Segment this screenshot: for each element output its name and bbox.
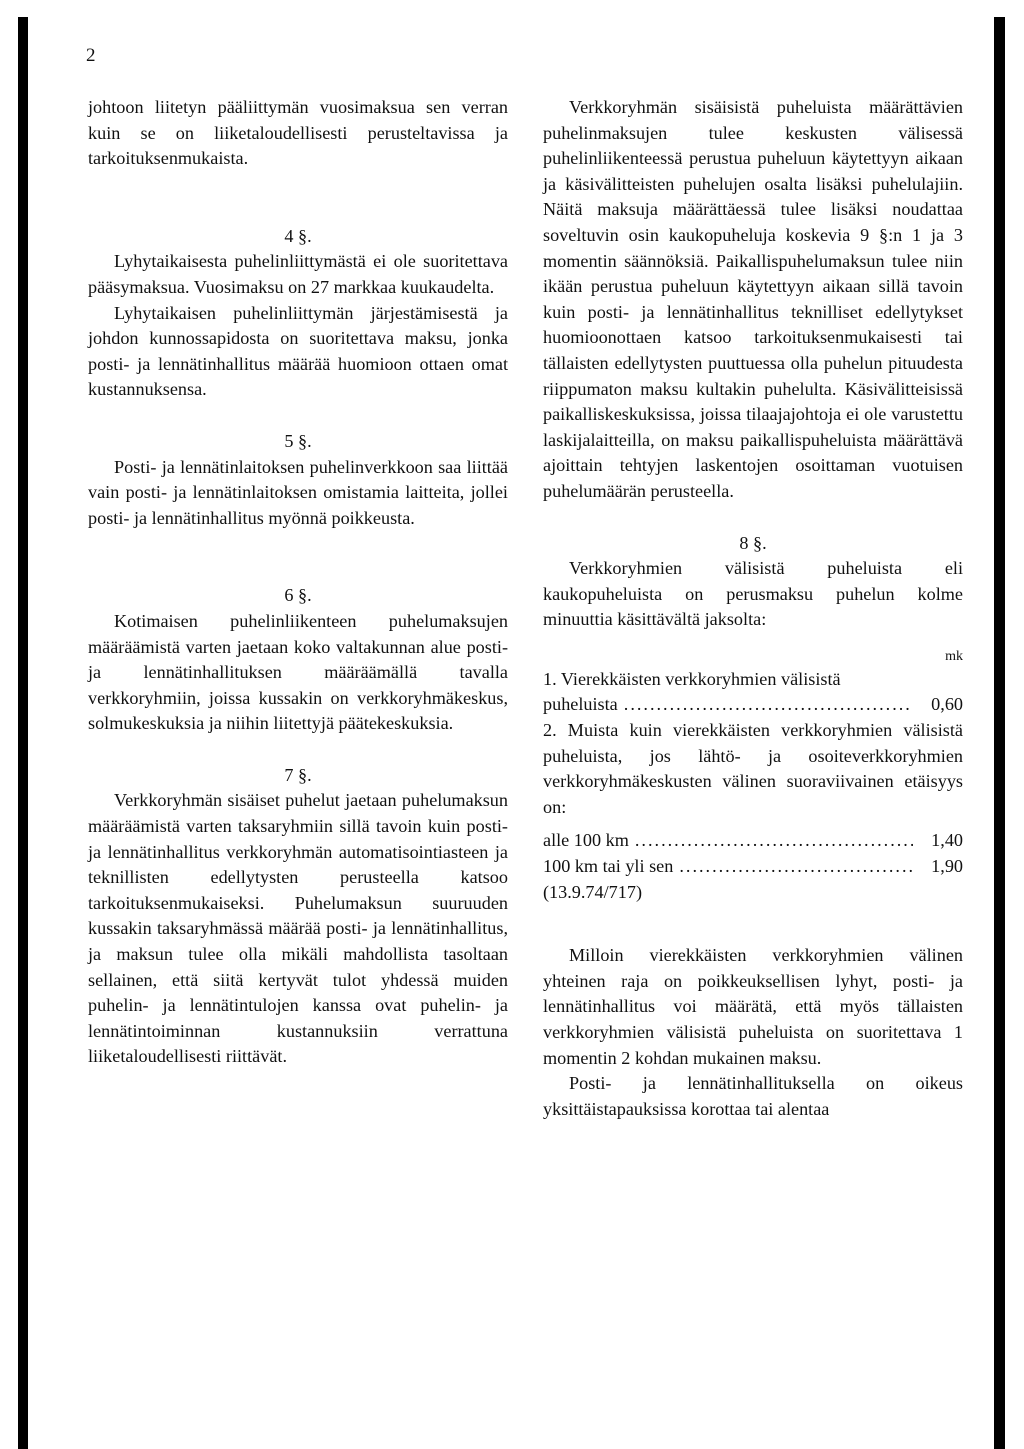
- rate-label: puheluista: [543, 694, 618, 715]
- section-4-paragraph-2: Lyhytaikaisen puhelinliittymän järjestämisestä ja johdon kunnossapidosta on suoritettava maksu, jonka posti- ja lennätinhallitus määrää huomioon ottaen omat kustannuksensa.: [88, 302, 508, 400]
- section-7-heading: 7 §.: [284, 764, 312, 785]
- rate-item-1-text: 1. Vierekkäisten verkkoryhmien välisistä: [543, 668, 841, 689]
- section-8-heading: 8 §.: [739, 532, 767, 553]
- page-number: 2: [86, 45, 96, 66]
- scan-edge-right: [994, 17, 1005, 1449]
- rate-value: 1,90: [931, 856, 963, 877]
- rate-row-100km-or-more: [543, 854, 963, 880]
- rate-row-under-100km: [543, 828, 963, 854]
- rate-value: 1,40: [931, 830, 963, 851]
- dot-leader: [679, 854, 913, 880]
- rate-item-2-text: 2. Muista kuin vierekkäisten verkkoryhmien välisistä puheluista, jos lähtö- ja osoiteverkkoryhmien verkkoryhmäkeskusten välinen suoraviivainen etäisyys on:: [543, 720, 963, 817]
- right-column: [543, 95, 963, 1122]
- rate-value: 0,60: [931, 694, 963, 715]
- section-7-paragraph: Verkkoryhmän sisäiset puhelut jaetaan puhelumaksun määräämistä varten taksaryhmiin sillä tavoin kuin posti- ja lennätinhallitus verkkoryhmän automatisointiasteen ja teknillisten edellytysten perusteella katsoo tarkoituksenmukaiseksi. Puhelumaksun suuruuden kussakin taksaryhmässä määrää posti- ja lennätinhallitus, ja maksun tulee olla mikäli mahdollista tasoltaan sellainen, että siitä kertyvät tulot yhdessä muiden puhelin- ja lennätintulojen kanssa ovat puhelin- ja lennätintoiminnan kustannuksiin verrattuna liiketaloudellisesti riittävät.: [88, 790, 508, 1067]
- paragraph-local-calls: Verkkoryhmän sisäisistä puheluista määrättävien puhelinmaksujen tulee keskusten välisessä puhelinliikenteessä perustua puheluun käytettyyn aikaan ja käsivälitteisten puhelujen osalta lisäksi puhelulajiin. Näitä maksuja määrättäessä tulee lisäksi noudattaa soveltuvin osin kaukopuheluja koskevia 9 §:n 1 ja 3 momentin säännöksiä. Paikallispuhelumaksun tulee niin ikään perustua puheluun käytettyyn aikaan sillä tavoin kuin posti- ja lennätinhallitus teknilliset edellytykset huomioonottaen katsoo tarkoituksenmukaisesti tai tällaisten edellytysten puuttuessa olla puhelun pituudesta riippumaton maksu kultakin puhelulta. Käsivälitteisissä paikalliskeskuksissa, joissa tilaajajohtoja ei ole varustettu laskijalaitteilla, on maksu paikallispuheluista määrättävä ajoittain tehtyjen laskentojen osoittaman vuotuisen puhelumäärän perusteella.: [543, 97, 963, 501]
- section-4-heading: 4 §.: [284, 225, 312, 246]
- rate-label: alle 100 km: [543, 830, 629, 851]
- paragraph-authority: Posti- ja lennätinhallituksella on oikeus yksittäistapauksissa korottaa tai alentaa: [543, 1073, 963, 1119]
- section-5-heading: 5 §.: [284, 430, 312, 451]
- dot-leader: [624, 692, 913, 718]
- amendment-reference: (13.9.74/717): [543, 881, 643, 902]
- rate-row-adjacent: [543, 692, 963, 718]
- section-8-paragraph: Verkkoryhmien välisistä puheluista eli kaukopuheluista on perusmaksu puhelun kolme minuuttia käsittävältä jaksolta:: [543, 558, 963, 630]
- paragraph-exception: Milloin vierekkäisten verkkoryhmien välinen yhteinen raja on poikkeuksellisen lyhyt, posti- ja lennätinhallitus voi määrätä, että myös tällaisten verkkoryhmien välisistä puheluista on suoritettava 1 momentin 2 kohdan mukainen maksu.: [543, 945, 963, 1068]
- currency-unit-label: mk: [945, 648, 963, 664]
- scan-edge-left: [18, 17, 28, 1449]
- section-4-paragraph-1: Lyhytaikaisesta puhelinliittymästä ei ole suoritettava pääsymaksua. Vuosimaksu on 27 markkaa kuukaudelta.: [88, 251, 508, 297]
- section-6-heading: 6 §.: [284, 585, 312, 606]
- left-column: [88, 95, 508, 1070]
- rate-label: 100 km tai yli sen: [543, 856, 674, 877]
- section-6-paragraph: Kotimaisen puhelinliikenteen puhelumaksujen määräämistä varten jaetaan koko valtakunnan alue posti- ja lennätinhallituksen määräämällä tavalla verkkoryhmiin, joissa kussakin on verkkoryhmäkeskus, solmukeskuksia ja niihin liitettyjä päätekeskuksia.: [88, 610, 508, 734]
- paragraph-continuation: johtoon liitetyn pääliittymän vuosimaksua sen verran kuin se on liiketaloudellisesti perusteltavissa ja tarkoituksenmukaista.: [88, 97, 508, 169]
- dot-leader: [635, 828, 913, 854]
- section-5-paragraph: Posti- ja lennätinlaitoksen puhelinverkkoon saa liittää vain posti- ja lennätinlaitoksen omistamia laitteita, jollei posti- ja lennätinhallitus myönnä poikkeusta.: [88, 456, 508, 528]
